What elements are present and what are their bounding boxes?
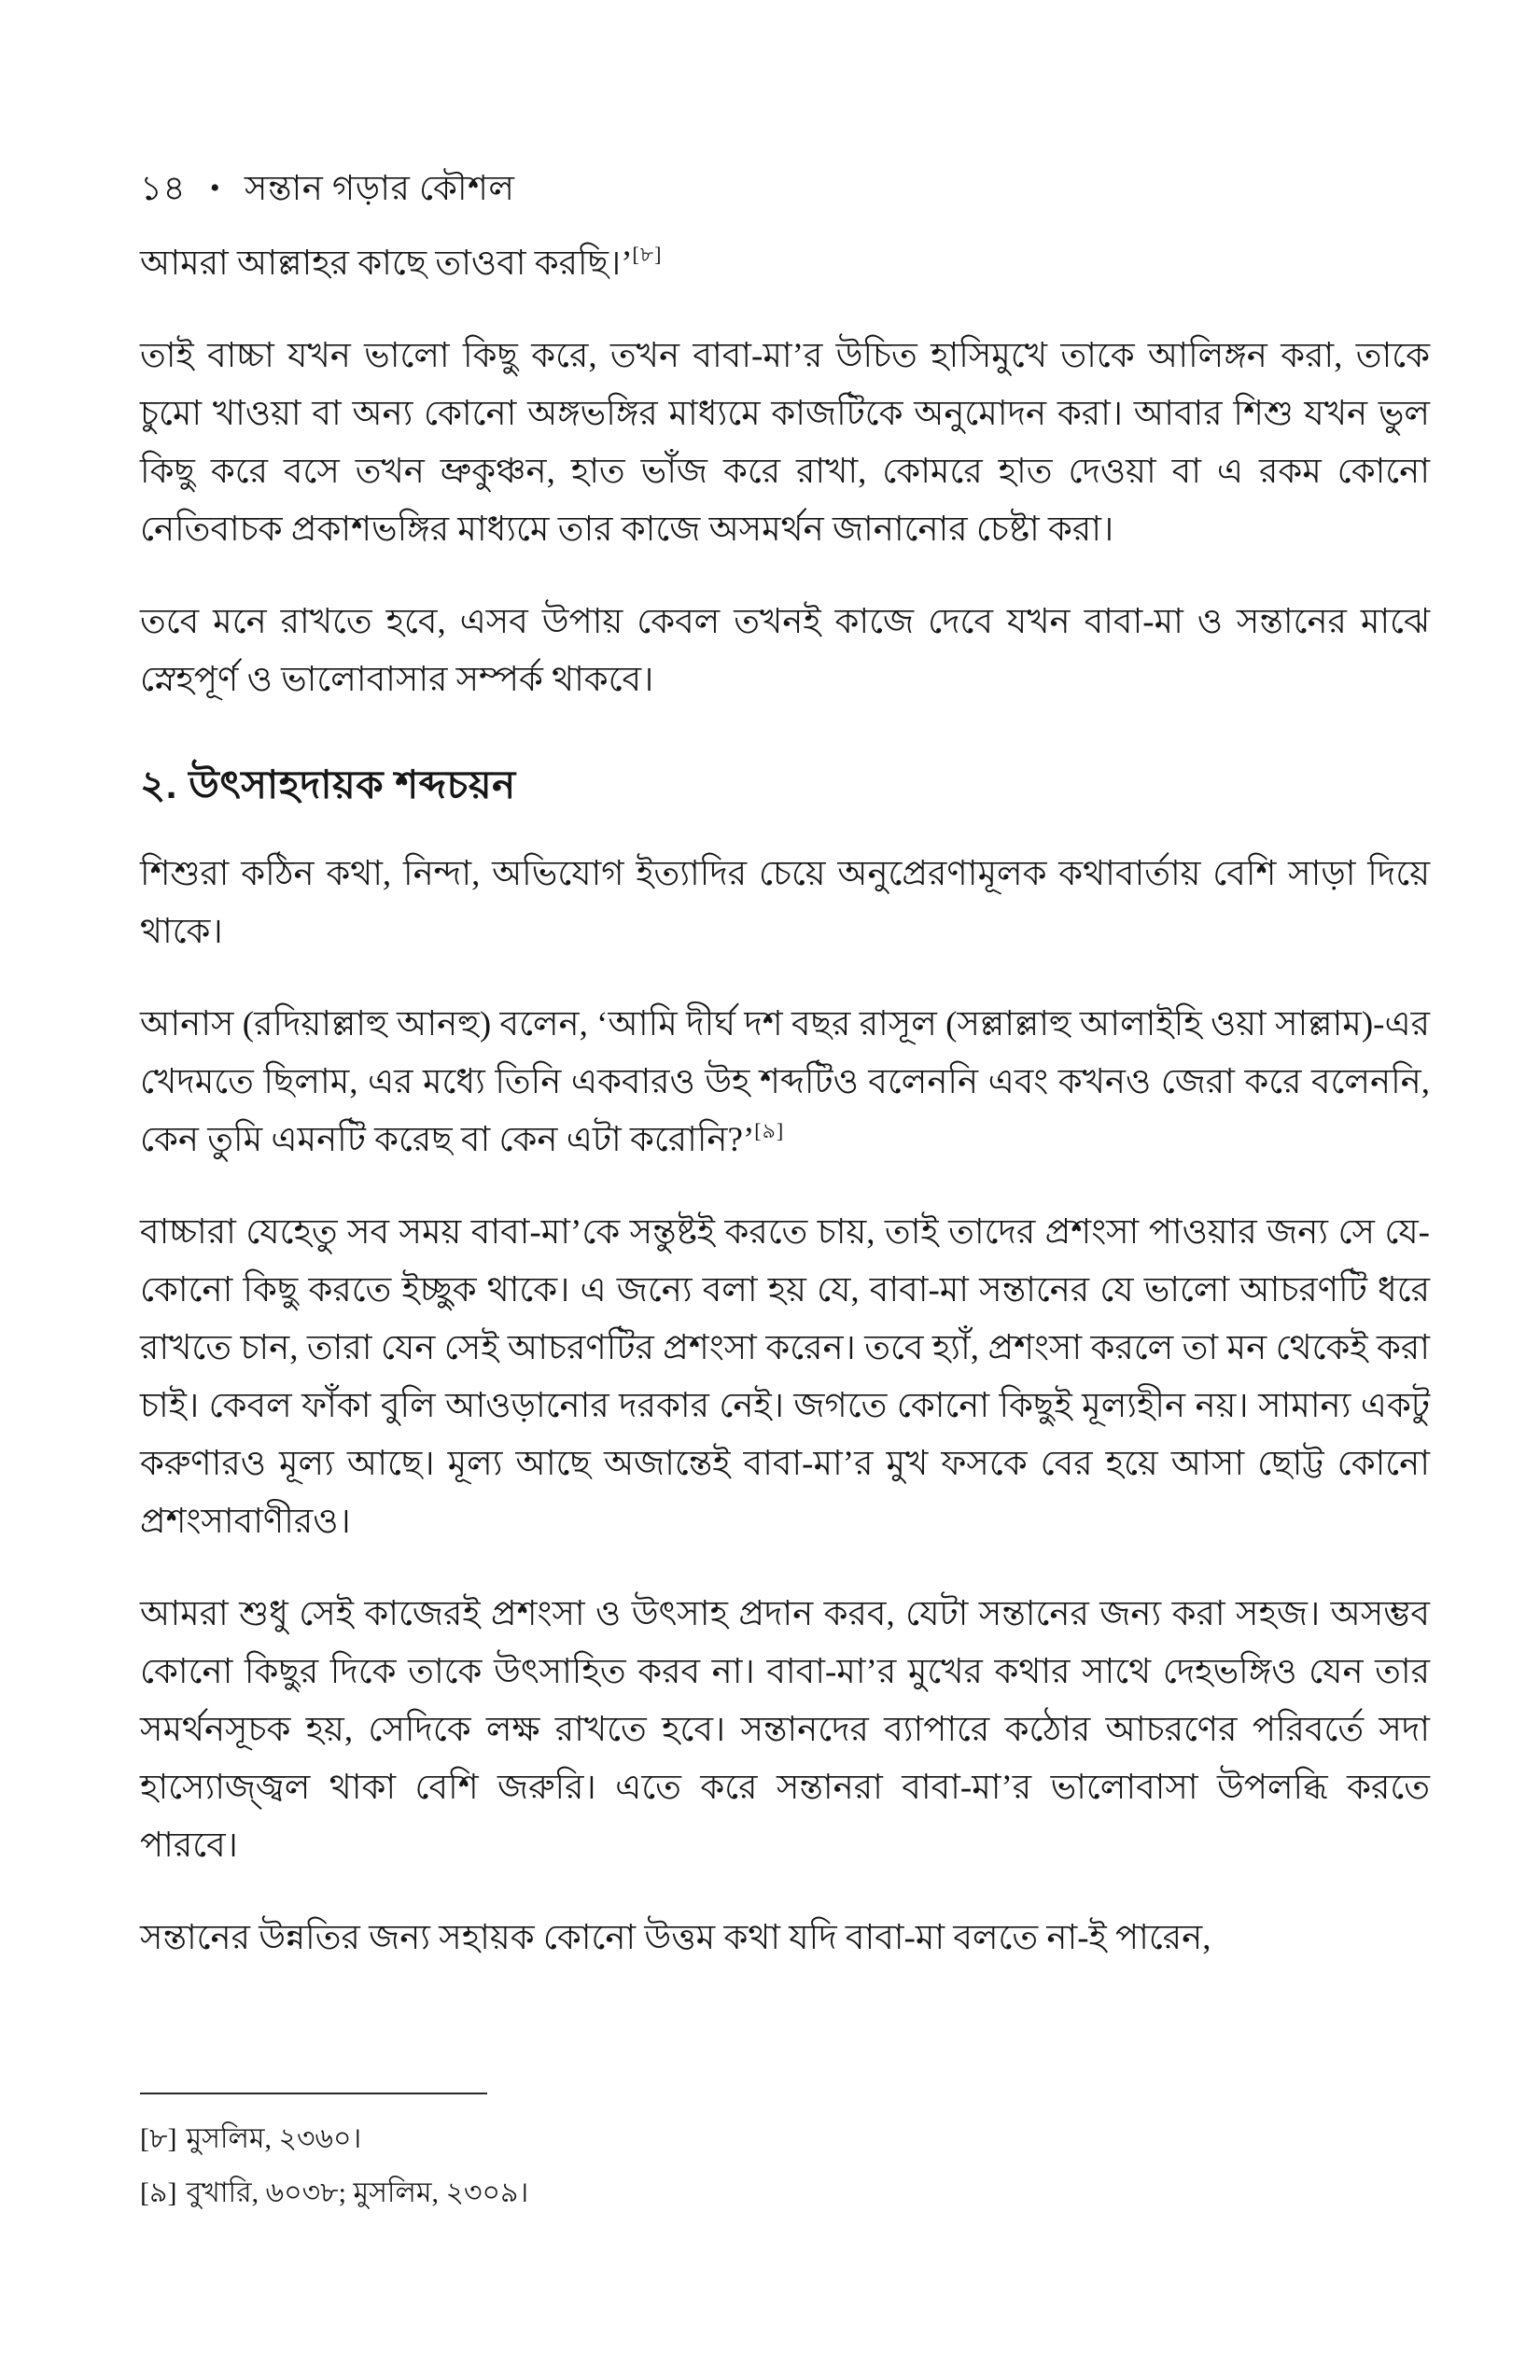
footnote-ref-8: [৮] (632, 243, 663, 266)
body-text-block (140, 235, 1430, 2002)
paragraph (140, 594, 1430, 709)
paragraph-text: বাচ্চারা যেহেতু সব সময় বাবা-মা’কে সন্তুষ্টই করতে চায়, তাই তাদের প্রশংসা পাওয়ার জন্য সে যে-কোনো কিছু করতে ইচ্ছুক থাকে। এ জন্যে বলা হয় যে, বাবা-মা সন্তানের যে ভালো আচরণটি ধরে রাখতে চান, তারা যেন সেই আচরণটির প্রশংসা করেন। তবে হ্যাঁ, প্রশংসা করলে তা মন থেকেই করা চাই। কেবল ফাঁকা বুলি আওড়ানোর দরকার নেই। জগতে কোনো কিছুই মূল্যহীন নয়। সামান্য একটু করুণারও মূল্য আছে। মূল্য আছে অজান্তেই বাবা-মা’র মুখ ফসকে বের হয়ে আসা ছোট্ট কোনো প্রশংসাবাণীরও। (140, 1213, 1430, 1541)
paragraph (140, 846, 1430, 961)
paragraph (140, 1586, 1430, 1875)
section-heading: ২. উৎসাহদায়ক শব্দচয়ন (140, 763, 516, 806)
paragraph (140, 328, 1430, 559)
running-header (140, 161, 1428, 219)
footnote-divider (140, 2093, 487, 2094)
paragraph-text: শিশুরা কঠিন কথা, নিন্দা, অভিযোগ ইত্যাদির চেয়ে অনুপ্রেরণামূলক কথাবার্তায় বেশি সাড়া দিয়ে থাকে। (140, 855, 1430, 951)
paragraph-text: তবে মনে রাখতে হবে, এসব উপায় কেবল তখনই কাজে দেবে যখন বাবা-মা ও সন্তানের মাঝে স্নেহপূর্ণ ও ভালোবাসার সম্পর্ক থাকবে। (140, 603, 1430, 699)
footnote-text: বুখারি, ৬০৩৮; মুসলিম, ২৩০৯। (186, 2177, 529, 2208)
paragraph-quote-end (140, 235, 1430, 293)
header-bullet-separator: • (210, 173, 221, 203)
footnote-text: মুসলিম, ২৩৬০। (186, 2123, 362, 2154)
paragraph-text: আমরা শুধু সেই কাজেরই প্রশংসা ও উৎসাহ প্রদান করব, যেটা সন্তানের জন্য করা সহজ। অসম্ভব কোনো কিছুর দিকে তাকে উৎসাহিত করব না। বাবা-মা’র মুখের কথার সাথে দেহভঙ্গিও যেন তার সমর্থনসূচক হয়, সেদিকে লক্ষ রাখতে হবে। সন্তানদের ব্যাপারে কঠোর আচরণের পরিবর্তে সদা হাস্যোজ্জ্বল থাকা বেশি জরুরি। এতে করে সন্তানরা বাবা-মা’র ভালোবাসা উপলব্ধি করতে পারবে। (140, 1595, 1430, 1865)
footnote-marker: [৮] (140, 2123, 177, 2154)
book-title: সন্তান গড়ার কৌশল (245, 170, 515, 208)
paragraph-text: সন্তানের উন্নতির জন্য সহায়ক কোনো উত্তম কথা যদি বাবা-মা বলতে না-ই পারেন, (140, 1919, 1211, 1957)
paragraph-hadith-quote (140, 996, 1430, 1169)
paragraph (140, 1204, 1430, 1551)
paragraph-text: আনাস (রদিয়াল্লাহু আনহু) বলেন, ‘আমি দীর্ঘ দশ বছর রাসূল (সল্লাল্লাহু আলাইহি ওয়া সাল্লাম)-এর খেদমতে ছিলাম, এর মধ্যে তিনি একবারও উহ শব্দটিও বলেননি এবং কখনও জেরা করে বলেননি, কেন তুমি এমনটি করেছ বা কেন এটা করোনি?’ (140, 1005, 1430, 1159)
footnote-ref-9: [৯] (754, 1119, 785, 1142)
page-number: ১৪ (140, 170, 187, 208)
paragraph-text: আমরা আল্লাহর কাছে তাওবা করছি।’ (140, 245, 633, 283)
paragraph (140, 1910, 1430, 1967)
footnote-9 (140, 2173, 1430, 2214)
footnote-8 (140, 2119, 1430, 2160)
paragraph-text: তাই বাচ্চা যখন ভালো কিছু করে, তখন বাবা-মা’র উচিত হাসিমুখে তাকে আলিঙ্গন করা, তাকে চুমো খাওয়া বা অন্য কোনো অঙ্গভঙ্গির মাধ্যমে কাজটিকে অনুমোদন করা। আবার শিশু যখন ভুল কিছু করে বসে তখন ভ্রুকুঞ্চন, হাত ভাঁজ করে রাখা, কোমরে হাত দেওয়া বা এ রকম কোনো নেতিবাচক প্রকাশভঙ্গির মাধ্যমে তার কাজে অসমর্থন জানানোর চেষ্টা করা। (140, 337, 1430, 549)
footnote-marker: [৯] (140, 2177, 177, 2208)
footnotes-section (140, 2093, 1430, 2227)
